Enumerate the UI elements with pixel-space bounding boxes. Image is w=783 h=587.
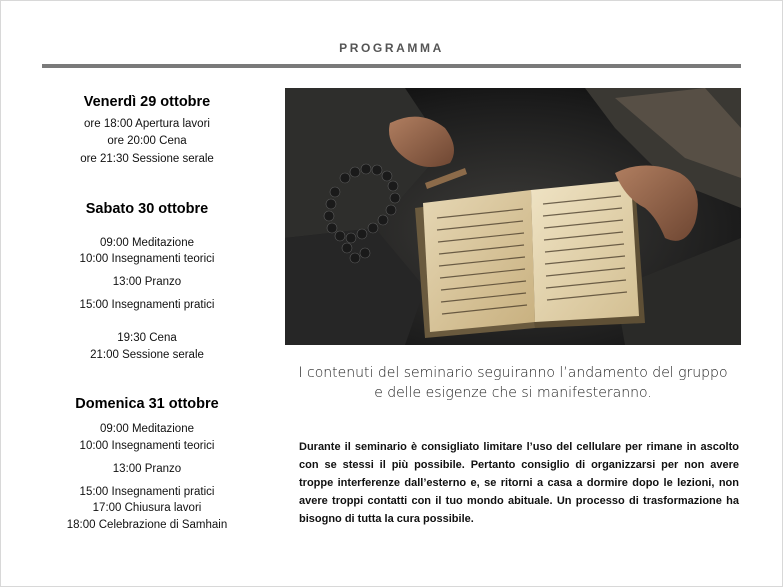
intro-line-1: I contenuti del seminario seguiranno l’andamento del gruppo bbox=[298, 365, 728, 381]
schedule-item: ore 18:00 Apertura lavori bbox=[84, 118, 210, 130]
schedule-item: 10:00 Insegnamenti teorici bbox=[79, 440, 215, 452]
schedule-item: ore 21:30 Sessione serale bbox=[80, 153, 214, 165]
prayer-book-photo bbox=[285, 88, 741, 345]
schedule-item: 13:00 Pranzo bbox=[112, 276, 182, 288]
day-heading-friday: Venerdì 29 ottobre bbox=[83, 94, 211, 110]
title-divider bbox=[42, 64, 741, 68]
schedule-item: 18:00 Celebrazione di Samhain bbox=[66, 519, 228, 531]
schedule-item: 09:00 Meditazione bbox=[100, 237, 194, 249]
schedule-item: 17:00 Chiusura lavori bbox=[92, 502, 202, 514]
schedule-item: ore 20:00 Cena bbox=[107, 135, 187, 147]
intro-text bbox=[285, 363, 741, 403]
schedule-item: 15:00 Insegnamenti pratici bbox=[79, 299, 215, 311]
day-heading-saturday: Sabato 30 ottobre bbox=[85, 201, 209, 217]
notice-paragraph: Durante il seminario è consigliato limitare l’uso del cellulare per rimane in ascolto con se stessi il più possibile. Pertanto consiglio di organizzarsi per non avere troppe interferenze dall’esterno e, se ritorni a casa a dormire dopo le lezioni, non avere troppi contatti con il tuo mondo abituale. Un processo di trasformazione ha bisogno di tutta la cura possibile. bbox=[299, 441, 739, 525]
schedule-item: 09:00 Meditazione bbox=[100, 423, 194, 435]
schedule-item: 13:00 Pranzo bbox=[112, 463, 182, 475]
schedule-item: 19:30 Cena bbox=[117, 332, 177, 344]
schedule-item: 10:00 Insegnamenti teorici bbox=[79, 253, 215, 265]
page-title: PROGRAMMA bbox=[339, 41, 444, 55]
schedule-item: 21:00 Sessione serale bbox=[90, 349, 204, 361]
intro-line-2: e delle esigenze che si manifesteranno. bbox=[374, 385, 652, 401]
day-heading-sunday: Domenica 31 ottobre bbox=[75, 396, 219, 412]
schedule-item: 15:00 Insegnamenti pratici bbox=[79, 486, 215, 498]
